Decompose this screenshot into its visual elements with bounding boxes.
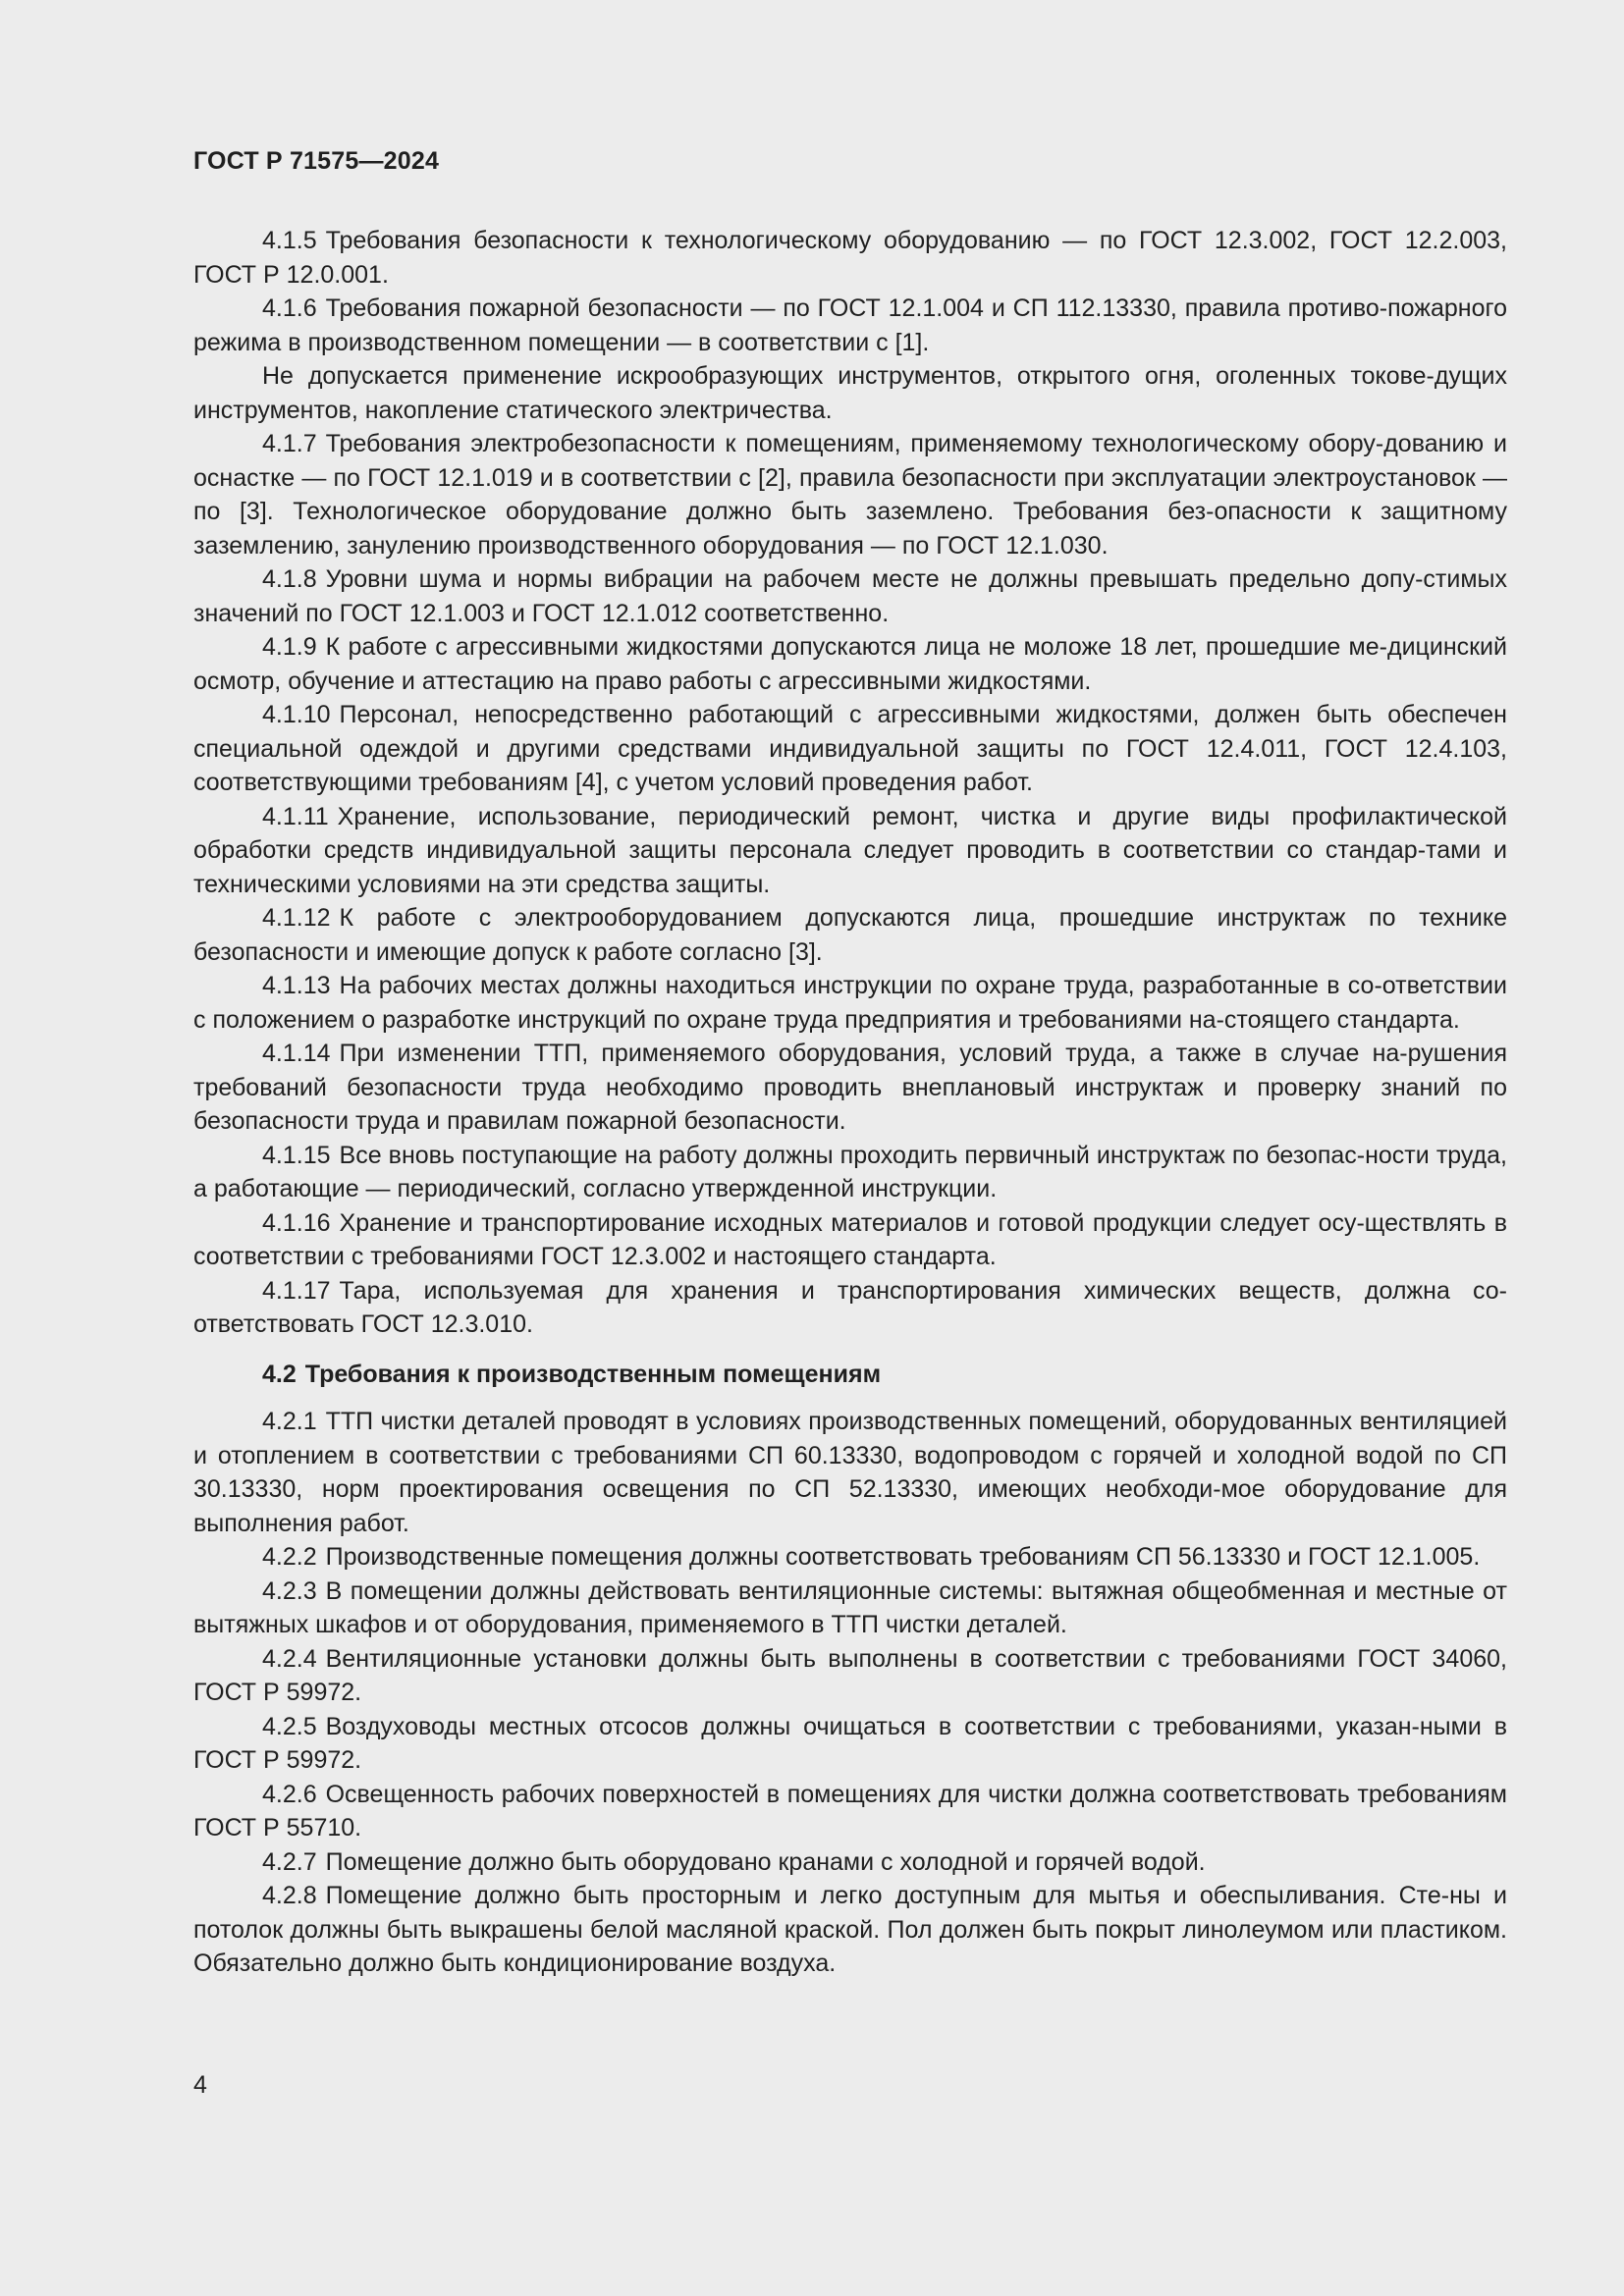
clause-number: 4.2.5 <box>262 1712 317 1740</box>
clause-text: Тара, используемая для хранения и транспортирования химических веществ, должна со-ответствовать ГОСТ 12.3.010. <box>193 1276 1507 1338</box>
clause-text: Вентиляционные установки должны быть выполнены в соответствии с требованиями ГОСТ 34060, ГОСТ Р 59972. <box>193 1644 1507 1706</box>
section-4-2-items <box>193 1405 1507 1981</box>
clause-paragraph <box>193 1274 1507 1342</box>
clause-text: Хранение и транспортирование исходных материалов и готовой продукции следует осу-ществлять в соответствии с требованиями ГОСТ 12.3.002 и настоящего стандарта. <box>193 1208 1507 1270</box>
clause-paragraph <box>193 1710 1507 1778</box>
clause-paragraph <box>193 1778 1507 1845</box>
document-body <box>193 224 1507 1981</box>
clause-number: 4.1.10 <box>262 701 331 728</box>
clause-paragraph <box>193 1540 1507 1575</box>
clause-paragraph <box>193 562 1507 630</box>
clause-text: Помещение должно быть оборудовано кранами с холодной и горячей водой. <box>325 1847 1206 1876</box>
clause-paragraph <box>193 1879 1507 1981</box>
clause-paragraph <box>193 359 1507 427</box>
clause-paragraph <box>193 1206 1507 1274</box>
clause-paragraph <box>193 1037 1507 1139</box>
clause-number: 4.1.6 <box>262 294 317 322</box>
clause-text: Воздуховоды местных отсосов должны очищаться в соответствии с требованиями, указан-ными в ГОСТ Р 59972. <box>193 1712 1507 1774</box>
clause-paragraph <box>193 292 1507 359</box>
section-heading-number: 4.2 <box>262 1360 297 1388</box>
clause-text: Требования пожарной безопасности — по ГОСТ 12.1.004 и СП 112.13330, правила противо-пожарного режима в производственном помещении — в соответствии с [1]. <box>193 294 1507 356</box>
clause-number: 4.1.8 <box>262 565 317 593</box>
clause-text: В помещении должны действовать вентиляционные системы: вытяжная общеобменная и местные от вытяжных шкафов и от оборудования, применяемого в ТТП чистки деталей. <box>193 1576 1507 1638</box>
clause-number: 4.1.15 <box>262 1141 331 1169</box>
clause-text: Производственные помещения должны соответствовать требованиям СП 56.13330 и ГОСТ 12.1.005. <box>325 1543 1481 1571</box>
clause-number: 4.2.2 <box>262 1543 317 1571</box>
clause-number: 4.2.8 <box>262 1882 317 1909</box>
clause-paragraph <box>193 224 1507 292</box>
clause-text: К работе с агрессивными жидкостями допускаются лица не моложе 18 лет, прошедшие ме-дицинский осмотр, обучение и аттестацию на право работы с агрессивными жидкостями. <box>193 633 1507 695</box>
clause-number: 4.1.17 <box>262 1276 331 1305</box>
clause-number: 4.1.13 <box>262 972 331 999</box>
clause-number: 4.1.7 <box>262 430 317 457</box>
clause-number: 4.2.3 <box>262 1576 317 1605</box>
clause-number: 4.2.6 <box>262 1780 317 1808</box>
clause-number: 4.1.5 <box>262 227 317 254</box>
clause-number: 4.2.4 <box>262 1644 317 1673</box>
document-header: ГОСТ Р 71575—2024 <box>193 147 440 175</box>
clause-paragraph <box>193 901 1507 969</box>
clause-text: При изменении ТТП, применяемого оборудования, условий труда, а также в случае на-рушения требований безопасности труда необходимо проводить внеплановый инструктаж и проверку знаний по безопасности труда и правилам пожарной безопасности. <box>193 1040 1507 1135</box>
page-number: 4 <box>193 2071 207 2099</box>
clause-text: Все вновь поступающие на работу должны проходить первичный инструктаж по безопас-ности труда, а работающие — периодический, согласно утвержденной инструкции. <box>193 1141 1507 1202</box>
clause-text: К работе с электрооборудованием допускаются лица, прошедшие инструктаж по технике безопасности и имеющие допуск к работе согласно [3]. <box>193 904 1507 966</box>
clause-text: Требования безопасности к технологическому оборудованию — по ГОСТ 12.3.002, ГОСТ 12.2.003, ГОСТ Р 12.0.001. <box>193 227 1507 289</box>
clause-number: 4.1.16 <box>262 1208 331 1237</box>
section-4-1-items <box>193 224 1507 1342</box>
clause-text: Хранение, использование, периодический ремонт, чистка и другие виды профилактической обработки средств индивидуальной защиты персонала следует проводить в соответствии со стандар-тами и техническими условиями на эти средства защиты. <box>193 802 1507 898</box>
clause-text: На рабочих местах должны находиться инструкции по охране труда, разработанные в со-ответствии с положением о разработке инструкций по охране труда предприятия и требованиями на-стоящего стандарта. <box>193 972 1507 1034</box>
section-heading <box>193 1358 1507 1392</box>
section-heading-text: Требования к производственным помещениям <box>304 1360 882 1388</box>
clause-text: Не допускается применение искрообразующих инструментов, открытого огня, оголенных токове-дущих инструментов, накопление статического электричества. <box>193 362 1507 424</box>
clause-paragraph <box>193 630 1507 698</box>
clause-number: 4.2.1 <box>262 1408 317 1435</box>
clause-text: Персонал, непосредственно работающий с агрессивными жидкостями, должен быть обеспечен специальной одеждой и другими средствами индивидуальной защиты по ГОСТ 12.4.011, ГОСТ 12.4.103, соответствующими требованиям [4], с учетом условий проведения работ. <box>193 701 1507 796</box>
clause-paragraph <box>193 1845 1507 1880</box>
clause-paragraph <box>193 969 1507 1037</box>
clause-number: 4.1.12 <box>262 904 331 932</box>
clause-paragraph <box>193 698 1507 800</box>
clause-number: 4.2.7 <box>262 1847 317 1876</box>
clause-number: 4.1.9 <box>262 633 317 661</box>
clause-paragraph <box>193 427 1507 562</box>
clause-text: Уровни шума и нормы вибрации на рабочем месте не должны превышать предельно допу-стимых значений по ГОСТ 12.1.003 и ГОСТ 12.1.012 соответственно. <box>193 565 1507 627</box>
clause-text: Помещение должно быть просторным и легко доступным для мытья и обеспыливания. Сте-ны и потолок должны быть выкрашены белой масляной краской. Пол должен быть покрыт линолеумом или пластиком. Обязательно должно быть кондиционирование воздуха. <box>193 1882 1507 1977</box>
clause-paragraph <box>193 1405 1507 1540</box>
clause-paragraph <box>193 800 1507 902</box>
clause-number: 4.1.14 <box>262 1040 331 1067</box>
clause-paragraph <box>193 1139 1507 1206</box>
clause-paragraph <box>193 1642 1507 1710</box>
clause-number: 4.1.11 <box>262 802 329 830</box>
clause-text: Требования электробезопасности к помещениям, применяемому технологическому обору-дованию и оснастке — по ГОСТ 12.1.019 и в соответствии с [2], правила безопасности при эксплуатации электроустановок — по [3]. Технологическое оборудование должно быть заземлено. Требования без-опасности к защитному заземлению, занулению производственного оборудования — по ГОСТ 12.1.030. <box>193 430 1507 560</box>
clause-text: ТТП чистки деталей проводят в условиях производственных помещений, оборудованных вентиляцией и отоплением в соответствии с требованиями СП 60.13330, водопроводом с горячей и холодной водой по СП 30.13330, норм проектирования освещения по СП 52.13330, имеющих необходи-мое оборудование для выполнения работ. <box>193 1408 1507 1537</box>
clause-paragraph <box>193 1575 1507 1642</box>
clause-text: Освещенность рабочих поверхностей в помещениях для чистки должна соответствовать требованиям ГОСТ Р 55710. <box>193 1780 1507 1842</box>
